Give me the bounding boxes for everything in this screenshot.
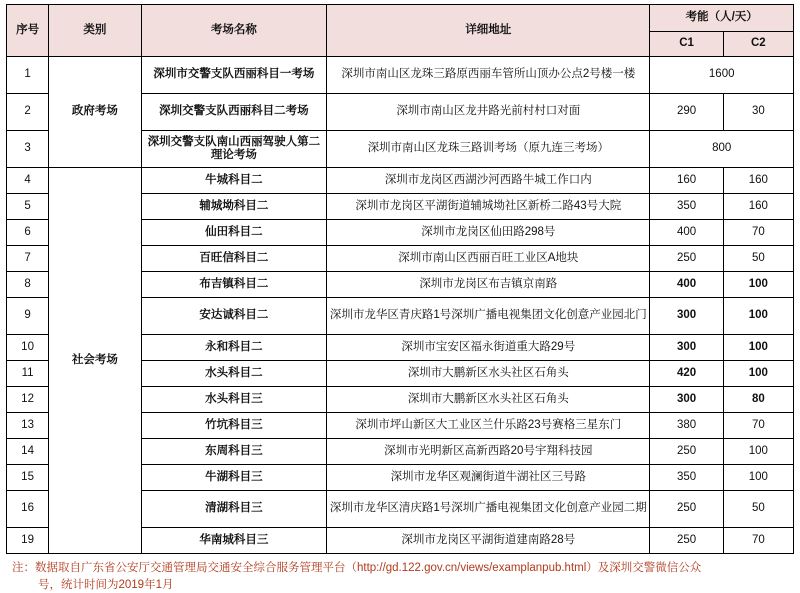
cell-exam-name: 仙田科目二	[141, 220, 327, 246]
cell-capacity-c1: 380	[650, 413, 723, 439]
cell-exam-name: 永和科目二	[141, 335, 327, 361]
header-c1: C1	[650, 32, 723, 57]
cell-address: 深圳市南山区龙珠三路原西丽车管所山顶办公点2号楼一楼	[327, 57, 650, 94]
cell-index: 6	[7, 220, 49, 246]
cell-capacity-c1: 250	[650, 439, 723, 465]
cell-exam-name: 百旺信科目二	[141, 246, 327, 272]
header-exam-name: 考场名称	[141, 5, 327, 57]
cell-exam-name: 布吉镇科目二	[141, 272, 327, 298]
cell-capacity-c1: 350	[650, 465, 723, 491]
cell-address: 深圳市龙华区清庆路1号深圳广播电视集团文化创意产业园二期	[327, 491, 650, 528]
cell-capacity-c2: 70	[723, 528, 793, 554]
cell-capacity-c2: 100	[723, 298, 793, 335]
cell-address: 深圳市龙岗区平湖街道建南路28号	[327, 528, 650, 554]
cell-index: 15	[7, 465, 49, 491]
cell-index: 3	[7, 131, 49, 168]
cell-index: 9	[7, 298, 49, 335]
source-note	[6, 560, 794, 593]
cell-index: 13	[7, 413, 49, 439]
cell-address: 深圳市大鹏新区水头社区石角头	[327, 387, 650, 413]
cell-capacity-c2: 100	[723, 439, 793, 465]
cell-capacity-c1: 400	[650, 272, 723, 298]
cell-category: 政府考场	[49, 57, 141, 168]
cell-index: 11	[7, 361, 49, 387]
cell-address: 深圳市南山区龙珠三路训考场（原九连三考场）	[327, 131, 650, 168]
cell-capacity-c1: 300	[650, 335, 723, 361]
cell-index: 10	[7, 335, 49, 361]
cell-exam-name: 深圳市交警支队西丽科目一考场	[141, 57, 327, 94]
cell-capacity-c2: 100	[723, 272, 793, 298]
table-row	[7, 168, 794, 194]
cell-address: 深圳市坪山新区大工业区兰什乐路23号赛格三星东门	[327, 413, 650, 439]
cell-capacity-c1: 420	[650, 361, 723, 387]
cell-capacity-c1: 250	[650, 528, 723, 554]
cell-address: 深圳市宝安区福永街道重大路29号	[327, 335, 650, 361]
cell-capacity-c2: 100	[723, 465, 793, 491]
source-note-line2: 号，统计时间为2019年1月	[38, 578, 174, 591]
cell-exam-name: 水头科目二	[141, 361, 327, 387]
header-category: 类别	[49, 5, 141, 57]
cell-exam-name: 清湖科目三	[141, 491, 327, 528]
cell-capacity-c1: 350	[650, 194, 723, 220]
cell-capacity-merged: 1600	[650, 57, 794, 94]
cell-address: 深圳市龙岗区布吉镇京南路	[327, 272, 650, 298]
cell-index: 14	[7, 439, 49, 465]
cell-capacity-c2: 30	[723, 94, 793, 131]
cell-exam-name: 安达诚科目二	[141, 298, 327, 335]
header-capacity: 考能（人/天）	[650, 5, 794, 32]
cell-index: 8	[7, 272, 49, 298]
cell-exam-name: 水头科目三	[141, 387, 327, 413]
cell-index: 2	[7, 94, 49, 131]
cell-capacity-c2: 160	[723, 168, 793, 194]
exam-site-table	[6, 4, 794, 554]
cell-capacity-c1: 300	[650, 298, 723, 335]
cell-address: 深圳市龙华区观澜街道牛湖社区三号路	[327, 465, 650, 491]
cell-index: 7	[7, 246, 49, 272]
header-index: 序号	[7, 5, 49, 57]
cell-capacity-c1: 250	[650, 246, 723, 272]
cell-index: 16	[7, 491, 49, 528]
cell-exam-name: 深圳交警支队南山西丽驾驶人第二理论考场	[141, 131, 327, 168]
cell-address: 深圳市南山区龙井路光前村村口对面	[327, 94, 650, 131]
cell-capacity-c2: 80	[723, 387, 793, 413]
header-c2: C2	[723, 32, 793, 57]
cell-address: 深圳市南山区西丽百旺工业区A地块	[327, 246, 650, 272]
cell-capacity-c2: 70	[723, 413, 793, 439]
cell-index: 5	[7, 194, 49, 220]
cell-exam-name: 华南城科目三	[141, 528, 327, 554]
cell-capacity-c2: 50	[723, 246, 793, 272]
cell-address: 深圳市光明新区高新西路20号宇翔科技园	[327, 439, 650, 465]
table-row	[7, 57, 794, 94]
cell-address: 深圳市龙岗区仙田路298号	[327, 220, 650, 246]
source-note-line1: 注：数据取自广东省公安厅交通管理局交通安全综合服务管理平台（http://gd.122.gov.cn/views/examplanpub.html）及深圳交警微信公众	[12, 562, 702, 574]
cell-capacity-c2: 100	[723, 361, 793, 387]
cell-exam-name: 深圳交警支队西丽科目二考场	[141, 94, 327, 131]
cell-address: 深圳市龙华区青庆路1号深圳广播电视集团文化创意产业园北门	[327, 298, 650, 335]
cell-capacity-c1: 290	[650, 94, 723, 131]
cell-address: 深圳市龙岗区西湖沙河西路牛城工作口内	[327, 168, 650, 194]
cell-capacity-c2: 160	[723, 194, 793, 220]
cell-capacity-c2: 50	[723, 491, 793, 528]
cell-capacity-merged: 800	[650, 131, 794, 168]
cell-category: 社会考场	[49, 168, 141, 554]
cell-exam-name: 牛城科目二	[141, 168, 327, 194]
cell-index: 1	[7, 57, 49, 94]
cell-index: 4	[7, 168, 49, 194]
cell-capacity-c1: 400	[650, 220, 723, 246]
cell-address: 深圳市龙岗区平湖街道辅城坳社区新桥二路43号大院	[327, 194, 650, 220]
cell-address: 深圳市大鹏新区水头社区石角头	[327, 361, 650, 387]
cell-exam-name: 牛湖科目三	[141, 465, 327, 491]
cell-index: 12	[7, 387, 49, 413]
cell-capacity-c2: 70	[723, 220, 793, 246]
cell-exam-name: 辅城坳科目二	[141, 194, 327, 220]
header-address: 详细地址	[327, 5, 650, 57]
cell-capacity-c1: 250	[650, 491, 723, 528]
table-header	[7, 5, 794, 57]
cell-exam-name: 东周科目三	[141, 439, 327, 465]
cell-capacity-c1: 160	[650, 168, 723, 194]
cell-index: 19	[7, 528, 49, 554]
cell-capacity-c2: 100	[723, 335, 793, 361]
table-body	[7, 57, 794, 554]
cell-capacity-c1: 300	[650, 387, 723, 413]
cell-exam-name: 竹坑科目三	[141, 413, 327, 439]
